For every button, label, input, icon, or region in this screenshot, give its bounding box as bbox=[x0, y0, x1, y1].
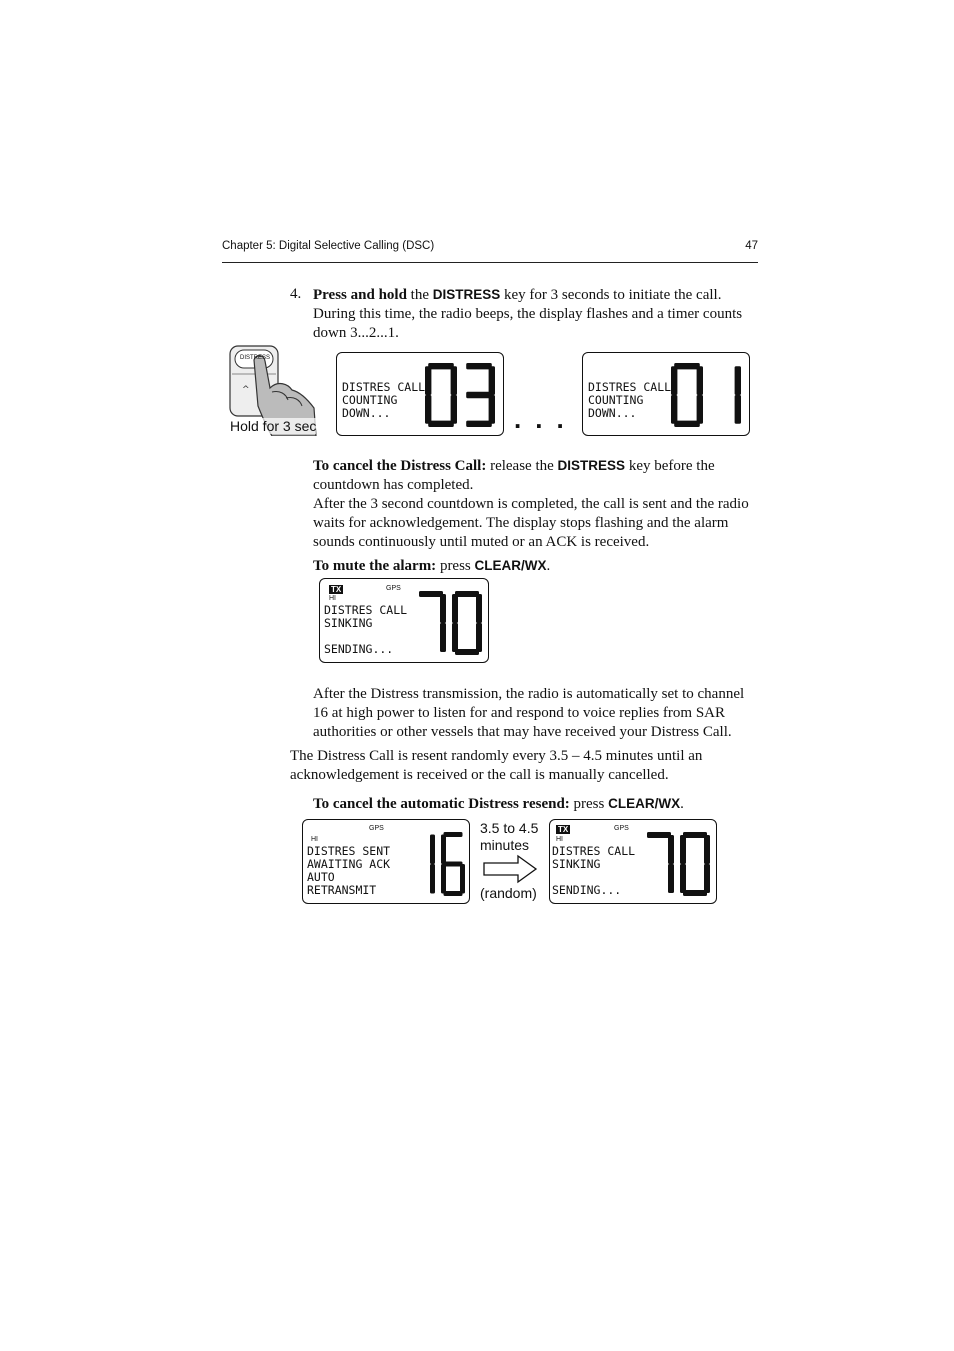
digit-segment-d bbox=[683, 890, 707, 896]
lcd-text: DISTRES CALL COUNTING DOWN... bbox=[588, 380, 672, 420]
step-number: 4. bbox=[290, 286, 302, 302]
hand-press-illustration bbox=[228, 344, 318, 436]
digit-segment-g bbox=[444, 862, 463, 867]
lcd-text: DISTRES SENT AWAITING ACK AUTO RETRANSMIT bbox=[307, 844, 391, 897]
digit-segment-e bbox=[425, 395, 431, 424]
after-countdown-paragraph: After the 3 second countdown is completed, the call is sent and the radio waits for acknowledgement. The display stops flashing and the alarm sounds continuously until muted or an ACK is received. bbox=[313, 496, 749, 551]
after-transmission-paragraph: After the Distress transmission, the radio is automatically set to channel 16 at high power to listen for and respond to voice replies from SAR authorities or other vessels that may have received your Distress Call. bbox=[313, 686, 745, 741]
gps-indicator: GPS bbox=[386, 585, 401, 592]
svg-text:^: ^ bbox=[242, 385, 250, 395]
digit-segment-b bbox=[430, 835, 435, 865]
digit-segment-d bbox=[455, 649, 479, 655]
resent-paragraph: The Distress Call is resent randomly every 3.5 – 4.5 minutes until an acknowledgement is received or the call is manually cancelled. bbox=[290, 748, 703, 784]
digit-segment-a bbox=[419, 591, 443, 597]
digit-segment-f bbox=[441, 835, 446, 865]
digit-segment-f bbox=[425, 366, 431, 395]
digit-segment-b bbox=[668, 835, 674, 864]
digit-segment-e bbox=[680, 864, 686, 893]
right-arrow-icon bbox=[482, 854, 538, 884]
hi-indicator: HI bbox=[556, 836, 563, 843]
page-header bbox=[222, 240, 758, 263]
digit-segment-b bbox=[440, 594, 446, 623]
interval-line2: minutes bbox=[480, 837, 530, 853]
digit-segment-a bbox=[455, 591, 479, 597]
distress-key-label: DISTRESS bbox=[432, 287, 501, 302]
tx-indicator: TX bbox=[558, 825, 569, 834]
interval-line1: 3.5 to 4.5 bbox=[480, 820, 539, 836]
resend-interval-arrow bbox=[478, 820, 548, 906]
lcd-text: DISTRES CALL SINKING SENDING... bbox=[552, 844, 636, 897]
channel-digits bbox=[644, 832, 710, 896]
channel-digits bbox=[411, 832, 465, 896]
gps-indicator: GPS bbox=[614, 825, 629, 832]
digit-segment-b bbox=[489, 366, 495, 395]
digit-segment-a bbox=[674, 363, 700, 369]
channel-digits bbox=[671, 363, 741, 427]
digit-segment-e bbox=[452, 623, 458, 652]
cancel-paragraph: To cancel the Distress Call: release the DISTRESS key before the countdown has completed. bbox=[313, 458, 715, 494]
digit-segment-d bbox=[674, 421, 700, 427]
digit-segment-d bbox=[466, 421, 492, 427]
chapter-title: Chapter 5: Digital Selective Calling (DSC) bbox=[222, 240, 435, 252]
digit-segment-d bbox=[444, 891, 463, 896]
lcd-countdown-01 bbox=[582, 352, 750, 436]
tx-indicator: TX bbox=[331, 585, 342, 594]
digit-segment-e bbox=[671, 395, 677, 424]
lcd-sending-70 bbox=[319, 578, 489, 663]
digit-segment-a bbox=[444, 832, 463, 837]
digit-segment-b bbox=[697, 366, 703, 395]
digit-segment-c bbox=[440, 623, 446, 652]
digit-segment-e bbox=[441, 864, 446, 894]
lcd-awaiting-16 bbox=[302, 819, 470, 904]
step-4-paragraph: 4. Press and hold the DISTRESS key for 3 seconds to initiate the call. During this time, the radio beeps, the display flashes and a timer counts down 3...2...1. bbox=[290, 286, 743, 342]
digit-segment-a bbox=[428, 363, 454, 369]
interval-line3: (random) bbox=[480, 885, 537, 901]
mute-paragraph: To mute the alarm: press CLEAR/WX. bbox=[313, 558, 551, 574]
digit-segment-c bbox=[704, 864, 710, 893]
digit-segment-c bbox=[668, 864, 674, 893]
digit-segment-f bbox=[452, 594, 458, 623]
lcd-text: DISTRES CALL SINKING SENDING... bbox=[324, 603, 408, 656]
digit-segment-c bbox=[430, 864, 435, 894]
lcd-text: DISTRES CALL COUNTING DOWN... bbox=[342, 380, 426, 420]
cancel-auto-paragraph: To cancel the automatic Distress resend: press CLEAR/WX. bbox=[313, 796, 684, 812]
digit-segment-f bbox=[680, 835, 686, 864]
digit-segment-a bbox=[466, 363, 492, 369]
digit-segment-a bbox=[683, 832, 707, 838]
page-number: 47 bbox=[745, 240, 758, 252]
digit-segment-b bbox=[735, 366, 741, 395]
hold-caption: Hold for 3 sec bbox=[230, 418, 317, 434]
hi-indicator: HI bbox=[329, 595, 336, 602]
digit-segment-c bbox=[735, 395, 741, 424]
hand-key-label: DISTRESS bbox=[240, 355, 271, 361]
digit-segment-g bbox=[466, 392, 492, 398]
digit-segment-a bbox=[647, 832, 671, 838]
digit-segment-c bbox=[697, 395, 703, 424]
step-lead: Press and hold bbox=[313, 287, 407, 303]
hi-indicator: HI bbox=[311, 836, 318, 843]
lcd-countdown-03 bbox=[336, 352, 504, 436]
channel-digits bbox=[416, 591, 482, 655]
digit-segment-b bbox=[476, 594, 482, 623]
digit-segment-f bbox=[671, 366, 677, 395]
digit-segment-c bbox=[476, 623, 482, 652]
gps-indicator: GPS bbox=[369, 825, 384, 832]
ellipsis: ... bbox=[514, 404, 578, 434]
digit-segment-c bbox=[451, 395, 457, 424]
lcd-resend-70 bbox=[549, 819, 717, 904]
digit-segment-c bbox=[460, 864, 465, 894]
digit-segment-b bbox=[704, 835, 710, 864]
digit-segment-c bbox=[489, 395, 495, 424]
digit-segment-d bbox=[428, 421, 454, 427]
digit-segment-b bbox=[451, 366, 457, 395]
channel-digits bbox=[425, 363, 495, 427]
